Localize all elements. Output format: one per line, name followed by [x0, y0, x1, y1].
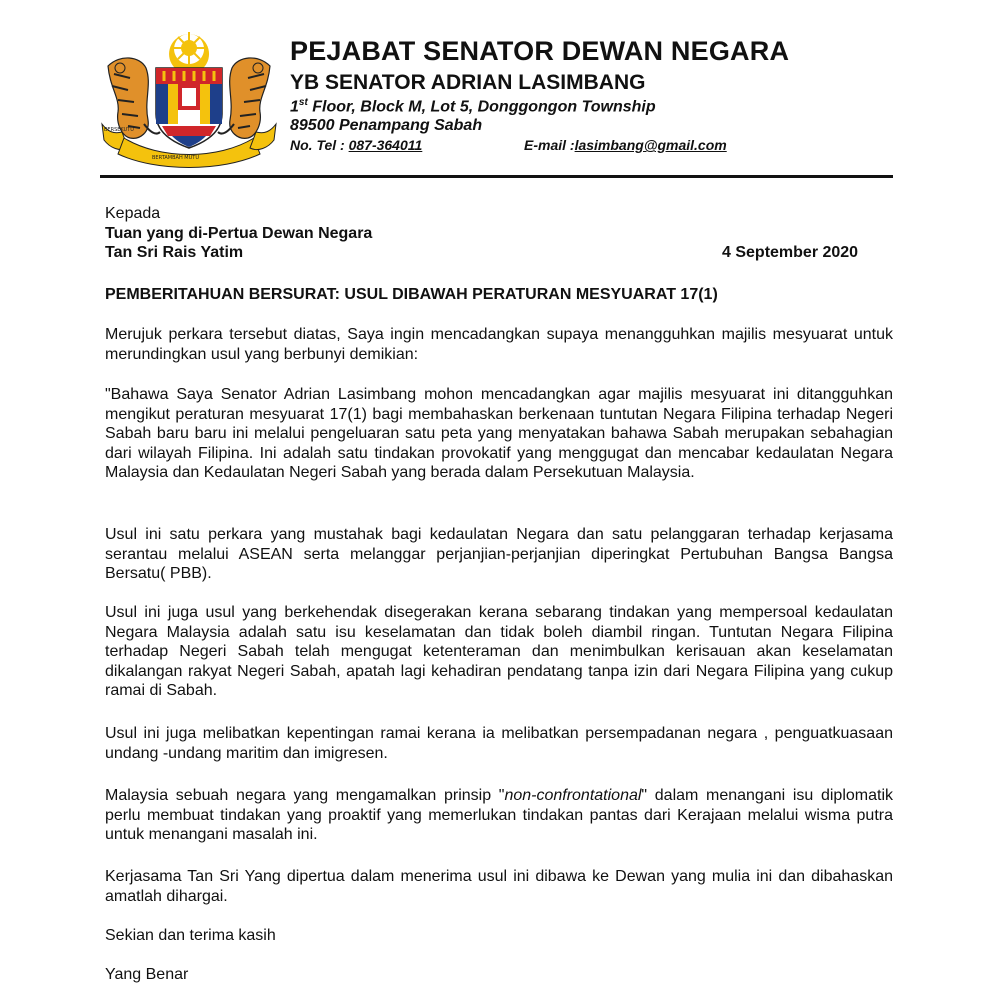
right-tiger-icon	[218, 58, 270, 138]
paragraph-4: Usul ini juga usul yang berkehendak disegerakan kerana sebarang tindakan yang mempersoal kedaulatan Negara Malaysia adalah satu isu keselamatan dan tidak boleh diambil ringan. Tuntutan Negara Filipina terhadap Negeri Sabah telah mengugat ketenteraman dan menimbulkan kerisauan akan keselamatan dikalangan rakyat Negeri Sabah, apatah lagi kehadiran pendatang tanpa izin dari Negara Filipina yang cukup ramai di Sabah.	[105, 604, 893, 699]
paragraph-7: Kerjasama Tan Sri Yang dipertua dalam menerima usul ini dibawa ke Dewan yang mulia ini dan dibahaskan amatlah dihargai.	[105, 868, 893, 905]
recipient-salutation: Kepada	[105, 205, 161, 222]
closing-line: Sekian dan terima kasih	[105, 927, 276, 944]
address-line-1: 1st Floor, Block M, Lot 5, Donggongon Township	[290, 97, 656, 116]
email: E-mail :lasimbang@gmail.com	[524, 137, 727, 153]
emphasis-term: non-confrontational	[504, 787, 642, 804]
address-line-2: 89500 Penampang Sabah	[290, 117, 483, 134]
header-divider	[100, 175, 893, 178]
telephone-number: 087-364011	[348, 137, 423, 153]
paragraph-1: Merujuk perkara tersebut diatas, Saya ingin mencadangkan supaya menangguhkan majilis mesyuarat untuk merundingkan usul yang berbunyi demikian:	[105, 326, 893, 363]
shield-icon	[156, 68, 222, 148]
paragraph-2: "Bahawa Saya Senator Adrian Lasimbang mohon mencadangkan agar majilis mesyuarat ini ditangguhkan mengikut peraturan mesyuarat 17(1) bagi membahaskan berkenaan tuntutan Negara Filipina terhadap Negeri Sabah baru baru ini melalui pengeluaran satu peta yang menyatakan bahawa Sabah merupakan sebahagian dari wilayah Filipina. Ini adalah satu tindakan provokatif yang menggugat dan mencabar kedaulatan Negara Malaysia dan Kedaulatan Negeri Sabah yang berada dalam Persekutuan Malaysia.	[105, 386, 893, 481]
email-link[interactable]: lasimbang@gmail.com	[574, 137, 727, 153]
scroll-text-left: BERSEKUTU	[104, 127, 134, 133]
recipient-title: Tuan yang di-Pertua Dewan Negara	[105, 225, 373, 242]
recipient-name: Tan Sri Rais Yatim	[105, 244, 244, 261]
coat-of-arms-logo	[100, 28, 278, 168]
scroll-text-bottom: BERTAMBAH MUTU	[152, 155, 199, 161]
signoff-line: Yang Benar	[105, 966, 189, 983]
subject-line: PEMBERITAHUAN BERSURAT: USUL DIBAWAH PERATURAN MESYUARAT 17(1)	[105, 286, 718, 303]
senator-name: YB SENATOR ADRIAN LASIMBANG	[290, 71, 646, 94]
letter-date: 4 September 2020	[722, 244, 859, 261]
office-title: PEJABAT SENATOR DEWAN NEGARA	[290, 36, 790, 66]
telephone: No. Tel : 087-364011	[290, 137, 423, 153]
paragraph-3: Usul ini satu perkara yang mustahak bagi kedaulatan Negara dan satu pelanggaran terhadap kerjasama serantau melalui ASEAN serta melanggar perjanjian-perjanjian diperingkat Pertubuhan Bangsa Bangsa Bersatu( PBB).	[105, 526, 893, 582]
paragraph-6: Malaysia sebuah negara yang mengamalkan prinsip "non-confrontational" dalam menangani isu diplomatik perlu membuat tindakan yang proaktif yang memerlukan tindakan pantas dari Kerajaan melalui wisma putra untuk menangani masalah ini.	[105, 787, 893, 843]
paragraph-5: Usul ini juga melibatkan kepentingan ramai kerana ia melibatkan persempadanan negara , penguatkuasaan undang -undang maritim dan imigresen.	[105, 725, 893, 762]
